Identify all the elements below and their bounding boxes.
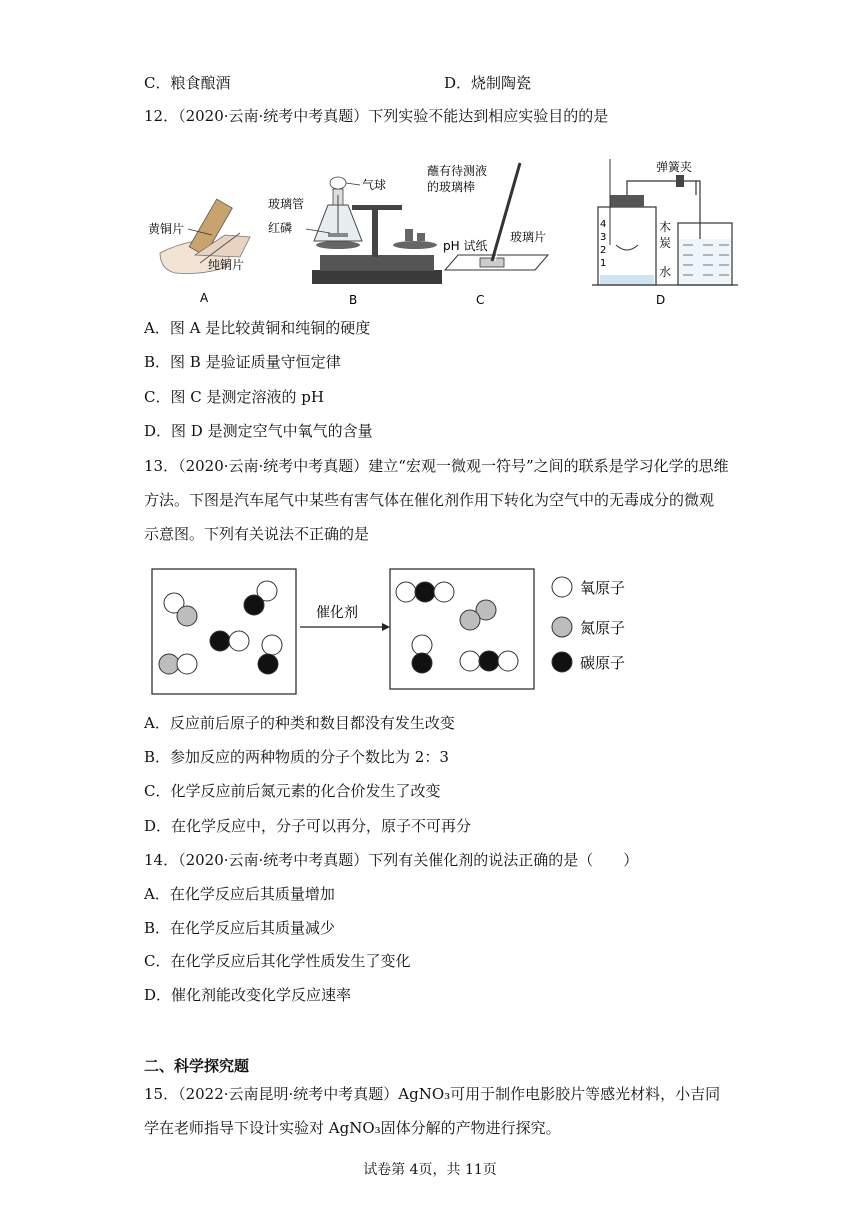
figure-c-label-glass-plate: 玻璃片 bbox=[510, 230, 547, 244]
q12-figure bbox=[140, 145, 750, 315]
figure-c-caption: C bbox=[476, 293, 485, 307]
figure-b-caption: B bbox=[349, 293, 358, 307]
figure-d-label-water: 水 bbox=[659, 265, 672, 279]
figure-a bbox=[148, 199, 250, 305]
figure-a-label-brass: 黄铜片 bbox=[148, 222, 185, 236]
figure-b-label-balloon: 气球 bbox=[362, 178, 387, 192]
figure-b-label-glass-tube: 玻璃管 bbox=[268, 197, 305, 211]
page-footer: 试卷第 4页，共 11页 bbox=[363, 1162, 497, 1178]
legend-nitrogen-marker bbox=[552, 617, 572, 637]
q13-stem-line-3: 示意图。下列有关说法不正确的是 bbox=[144, 525, 370, 543]
figure-c-label-ph-paper: pH 试纸 bbox=[443, 239, 488, 253]
q13-option-b: B．参加反应的两种物质的分子个数比为 2：3 bbox=[144, 748, 449, 766]
q11-option-d: D．烧制陶瓷 bbox=[444, 74, 532, 92]
figure-d-caption: D bbox=[656, 293, 666, 307]
q13-figure bbox=[150, 565, 650, 697]
figure-c bbox=[427, 163, 548, 307]
legend-nitrogen: 氮原子 bbox=[580, 619, 626, 637]
legend-oxygen: 氧原子 bbox=[580, 579, 626, 597]
q14-stem: 14．（2020·云南·统考中考真题）下列有关催化剂的说法正确的是（ ） bbox=[144, 851, 639, 869]
q12-option-a: A．图 A 是比较黄铜和纯铜的硬度 bbox=[144, 319, 371, 337]
figure-d-scale-4: 4 bbox=[600, 219, 607, 230]
figure-a-label-copper: 纯铜片 bbox=[208, 258, 245, 272]
q12-option-b: B．图 B 是验证质量守恒定律 bbox=[144, 353, 341, 371]
figure-d-scale-3: 3 bbox=[600, 232, 607, 243]
q14-option-d: D．催化剂能改变化学反应速率 bbox=[144, 986, 352, 1004]
legend-oxygen-marker bbox=[552, 577, 572, 597]
arrow-label-catalyst: 催化剂 bbox=[316, 605, 358, 621]
q12-option-d: D．图 D 是测定空气中氧气的含量 bbox=[144, 422, 373, 440]
q15-stem-line-1: 15．（2022·云南昆明·统考中考真题）AgNO₃可用于制作电影胶片等感光材料，小吉同 bbox=[144, 1085, 721, 1103]
q13-option-d: D．在化学反应中，分子可以再分，原子不可再分 bbox=[144, 817, 472, 835]
figure-d-label-clamp: 弹簧夹 bbox=[656, 160, 693, 174]
figure-b bbox=[268, 177, 442, 307]
q14-option-c: C．在化学反应后其化学性质发生了变化 bbox=[144, 952, 411, 970]
q14-option-b: B．在化学反应后其质量减少 bbox=[144, 919, 336, 937]
q14-option-a: A．在化学反应后其质量增加 bbox=[144, 885, 335, 903]
figure-d-label-charcoal-2: 炭 bbox=[659, 236, 672, 250]
figure-d-scale-1: 1 bbox=[600, 258, 607, 269]
figure-b-label-red-phosphorus: 红磷 bbox=[268, 221, 293, 235]
q11-option-c: C．粮食酿酒 bbox=[144, 74, 231, 92]
q12-stem: 12．（2020·云南·统考中考真题）下列实验不能达到相应实验目的的是 bbox=[144, 107, 609, 125]
figure-c-label-dipped: 蘸有待测液 bbox=[427, 164, 488, 178]
figure-d-label-charcoal-1: 木 bbox=[659, 220, 672, 234]
figure-c-label-glass-rod: 的玻璃棒 bbox=[427, 180, 476, 194]
q13-option-a: A．反应前后原子的种类和数目都没有发生改变 bbox=[144, 714, 455, 732]
figure-d bbox=[592, 159, 738, 307]
q13-stem-line-1: 13．（2020·云南·统考中考真题）建立“宏观一微观一符号”之间的联系是学习化学的思维 bbox=[144, 457, 729, 475]
q13-option-c: C．化学反应前后氮元素的化合价发生了改变 bbox=[144, 782, 441, 800]
section-title: 二、科学探究题 bbox=[144, 1057, 250, 1075]
q13-stem-line-2: 方法。下图是汽车尾气中某些有害气体在催化剂作用下转化为空气中的无毒成分的微观 bbox=[144, 491, 715, 509]
figure-a-caption: A bbox=[200, 291, 209, 305]
q12-option-c: C．图 C 是测定溶液的 pH bbox=[144, 388, 324, 406]
q15-stem-line-2: 学在老师指导下设计实验对 AgNO₃固体分解的产物进行探究。 bbox=[144, 1119, 561, 1137]
figure-d-scale-2: 2 bbox=[600, 245, 607, 256]
legend-carbon: 碳原子 bbox=[580, 654, 626, 672]
legend-carbon-marker bbox=[552, 652, 572, 672]
